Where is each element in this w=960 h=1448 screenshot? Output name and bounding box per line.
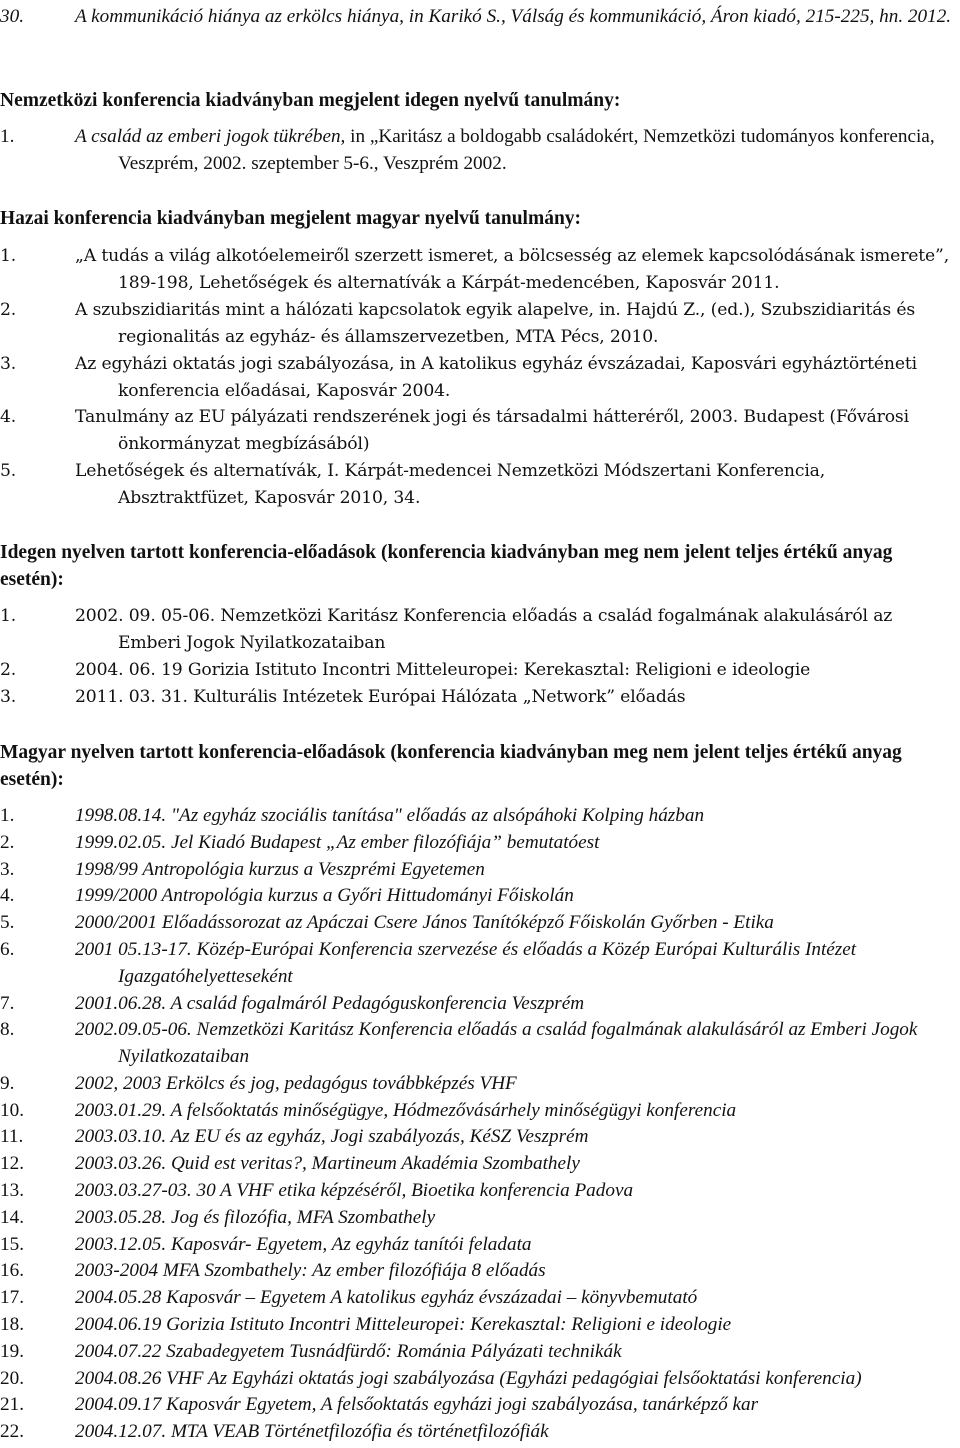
- list-item: [0, 991, 952, 1018]
- list-item-text: in „Karitász a boldogabb családokért, Nemzetközi tudományos konferencia, Veszprém, 2002. szeptember 5-6., Veszprém 2002.: [118, 126, 935, 174]
- list-item: [0, 1098, 952, 1125]
- section-heading-hungarian-talks: Magyar nyelven tartott konferencia-előadások (konferencia kiadványban meg nem jelent teljes értékű anyag esetén):: [0, 742, 902, 790]
- list-item-text: 2003.03.26. Quid est veritas?, Martineum Akadémia Szombathely: [75, 1153, 580, 1175]
- list-item-text: 2004.09.17 Kaposvár Egyetem, A felsőoktatás egyházi jogi szabályozása, tanárképző kar: [75, 1394, 759, 1416]
- list-item: [0, 657, 952, 684]
- list-item: [0, 1285, 952, 1312]
- list-item-number: 2.: [0, 660, 17, 680]
- list-item-text: Az egyházi oktatás jogi szabályozása, in A katolikus egyház évszázadai, Kaposvári egyháztörténeti konferencia előadásai, Kaposvár 2004.: [75, 354, 917, 401]
- list-item: [0, 910, 952, 937]
- list-item-number: 3.: [0, 354, 17, 374]
- list-item: [0, 830, 952, 857]
- list-item: [0, 458, 952, 511]
- list-item: [0, 1178, 952, 1205]
- list-item: [0, 351, 952, 404]
- list-item-number: 19.: [0, 1340, 24, 1362]
- list-item-text: 2003-2004 MFA Szombathely: Az ember filozófiája 8 előadás: [75, 1260, 546, 1282]
- list-item-number: 5.: [0, 912, 15, 934]
- list-item: [0, 1071, 952, 1098]
- list-item-number: 5.: [0, 461, 17, 481]
- list-item-number: 2.: [0, 300, 17, 320]
- list-item-text: 2003.03.10. Az EU és az egyház, Jogi szabályozás, KéSZ Veszprém: [75, 1126, 589, 1148]
- list-item-number: 8.: [0, 1019, 15, 1041]
- list-item-text: 2004.05.28 Kaposvár – Egyetem A katolikus egyház évszázadai – könyvbemutató: [75, 1287, 698, 1309]
- list-item-text: 2003.01.29. A felsőoktatás minőségügye, Hódmezővásárhely minőségügyi konferencia: [75, 1099, 737, 1121]
- list-item-number: 21.: [0, 1394, 24, 1416]
- list-item-text: 2004.08.26 VHF Az Egyházi oktatás jogi szabályozása (Egyházi pedagógiai felsőoktatási konferencia): [75, 1367, 862, 1389]
- list-item-text: 2002.09.05-06. Nemzetközi Karitász Konferencia előadás a család fogalmának alakulásáról az Emberi Jogok Nyilatkozataiban: [75, 1019, 918, 1067]
- list-item: [0, 684, 952, 711]
- list-item: [0, 1017, 952, 1070]
- list-item-text: 2004.06.19 Gorizia Istituto Incontri Mitteleuropei: Kerekasztal: Religioni e ideologie: [75, 1314, 732, 1335]
- list-item: [0, 803, 952, 830]
- list-item: [0, 603, 952, 656]
- list-item-number: 15.: [0, 1233, 24, 1255]
- list-item-number: 22.: [0, 1421, 24, 1443]
- section-heading-hungarian-publication: Hazai konferencia kiadványban megjelent magyar nyelvű tanulmány:: [0, 208, 582, 229]
- list-item-text: 1999.02.05. Jel Kiadó Budapest „Az ember filozófiája” bemutatóest: [75, 831, 600, 853]
- list-item-italic-title: A család az emberi jogok tükrében,: [75, 126, 346, 147]
- list-item: [0, 857, 952, 884]
- list-item-number: 7.: [0, 992, 15, 1014]
- list-item-text: 1998/99 Antropológia kurzus a Veszprémi Egyetemen: [75, 858, 485, 880]
- list-item-number: 1.: [0, 606, 17, 626]
- list-item-number: 3.: [0, 687, 17, 707]
- list-item-number: 11.: [0, 1126, 24, 1148]
- list-item: [0, 297, 952, 350]
- list-item: [0, 1392, 952, 1419]
- list-item-number: 3.: [0, 858, 15, 880]
- list-item-text: 2004.07.22 Szabadegyetem Tusnádfürdő: Románia Pályázati technikák: [75, 1340, 622, 1362]
- list-item: [0, 1232, 952, 1259]
- list-item-number: 6.: [0, 939, 15, 960]
- list-item: [0, 1258, 952, 1285]
- list-item: [0, 404, 952, 457]
- list-item-number: 4.: [0, 885, 15, 907]
- list-item-text: 2001 05.13-17. Közép-Európai Konferencia szervezése és előadás a Közép Európai Kulturális Intézet Igazgatóhelyetteseként: [75, 939, 857, 987]
- list-item-text: 2000/2001 Előadássorozat az Apáczai Csere János Tanítóképző Főiskolán Győrben - Etika: [75, 912, 774, 934]
- list-item-text: 2004. 06. 19 Gorizia Istituto Incontri Mitteleuropei: Kerekasztal: Religioni e ideologie: [75, 660, 811, 680]
- list-item-text: 1998.08.14. "Az egyház szociális tanítása" előadás az alsópáhoki Kolping házban: [75, 805, 705, 826]
- list-item-number: 1.: [0, 126, 15, 147]
- list-item: [0, 883, 952, 910]
- list-item-text: 2003.12.05. Kaposvár- Egyetem, Az egyház tanítói feladata: [75, 1233, 532, 1255]
- list-item-text: „A tudás a világ alkotóelemeiről szerzett ismeret, a bölcsesség az elemek kapcsolódásának ismerete”, 189-198, Lehetőségek és alternatívák a Kárpát-medencében, Kaposvár 2011.: [75, 246, 950, 293]
- list-item-number: 13.: [0, 1180, 24, 1201]
- list-item: [0, 1124, 952, 1151]
- list-item-text: 2002, 2003 Erkölcs és jog, pedagógus továbbképzés VHF: [75, 1072, 517, 1094]
- list-item: [0, 1151, 952, 1178]
- list-item-number: 12.: [0, 1153, 24, 1175]
- list-item: [0, 1205, 952, 1232]
- section-heading-foreign-publication: Nemzetközi konferencia kiadványban megjelent idegen nyelvű tanulmány:: [0, 90, 621, 111]
- list-item-text: A szubszidiaritás mint a hálózati kapcsolatok egyik alapelve, in. Hajdú Z., (ed.), Szubszidiaritás és regionalitás az egyház- és államszervezetben, MTA Pécs, 2010.: [75, 300, 916, 347]
- list-item-number: 1.: [0, 246, 17, 266]
- list-item-number: 10.: [0, 1099, 24, 1121]
- list-item-number: 30.: [0, 6, 24, 27]
- list-item-text: 2001.06.28. A család fogalmáról Pedagóguskonferencia Veszprém: [75, 992, 585, 1014]
- list-item-text: 2011. 03. 31. Kulturális Intézetek Európai Hálózata „Network” előadás: [75, 687, 686, 707]
- list-item-text: A kommunikáció hiánya az erkölcs hiánya, in Karikó S., Válság és kommunikáció, Áron kiadó, 215-225, hn. 2012.: [75, 6, 952, 27]
- list-item-text: 2002. 09. 05-06. Nemzetközi Karitász Konferencia előadás a család fogalmának alakulásáról az Emberi Jogok Nyilatkozataiban: [75, 606, 893, 653]
- list-item: [0, 243, 952, 296]
- list-item-number: 20.: [0, 1367, 24, 1389]
- list-item-number: 17.: [0, 1287, 24, 1309]
- list-item: [0, 4, 952, 31]
- section-heading-foreign-talks: Idegen nyelven tartott konferencia-előadások (konferencia kiadványban meg nem jelent teljes értékű anyag esetén):: [0, 542, 893, 590]
- list-item: [0, 1339, 952, 1366]
- list-item-number: 9.: [0, 1072, 15, 1094]
- list-item-number: 18.: [0, 1314, 24, 1335]
- list-item: [0, 937, 952, 990]
- list-item-text: 1999/2000 Antropológia kurzus a Győri Hittudományi Főiskolán: [75, 885, 574, 907]
- list-item-text: 2003.03.27-03. 30 A VHF etika képzéséről, Bioetika konferencia Padova: [75, 1180, 634, 1201]
- list-item-text: 2003.05.28. Jog és filozófia, MFA Szombathely: [75, 1206, 436, 1228]
- list-item: [0, 1366, 952, 1393]
- list-item-number: 14.: [0, 1206, 24, 1228]
- list-item-number: 16.: [0, 1260, 24, 1282]
- list-item-number: 4.: [0, 407, 17, 427]
- list-item-number: 2.: [0, 831, 15, 853]
- list-item: [0, 1312, 952, 1339]
- list-item-text: Lehetőségek és alternatívák, I. Kárpát-medencei Nemzetközi Módszertani Konferencia, Absztraktfüzet, Kaposvár 2010, 34.: [75, 461, 826, 508]
- list-item-text: 2004.12.07. MTA VEAB Történetfilozófia és történetfilozófiák: [75, 1421, 549, 1443]
- list-item-text: Tanulmány az EU pályázati rendszerének jogi és társadalmi hátteréről, 2003. Budapest (Fővárosi önkormányzat megbízásából): [75, 407, 909, 454]
- list-item: [0, 124, 952, 177]
- list-item-number: 1.: [0, 805, 15, 826]
- list-item: [0, 1419, 952, 1446]
